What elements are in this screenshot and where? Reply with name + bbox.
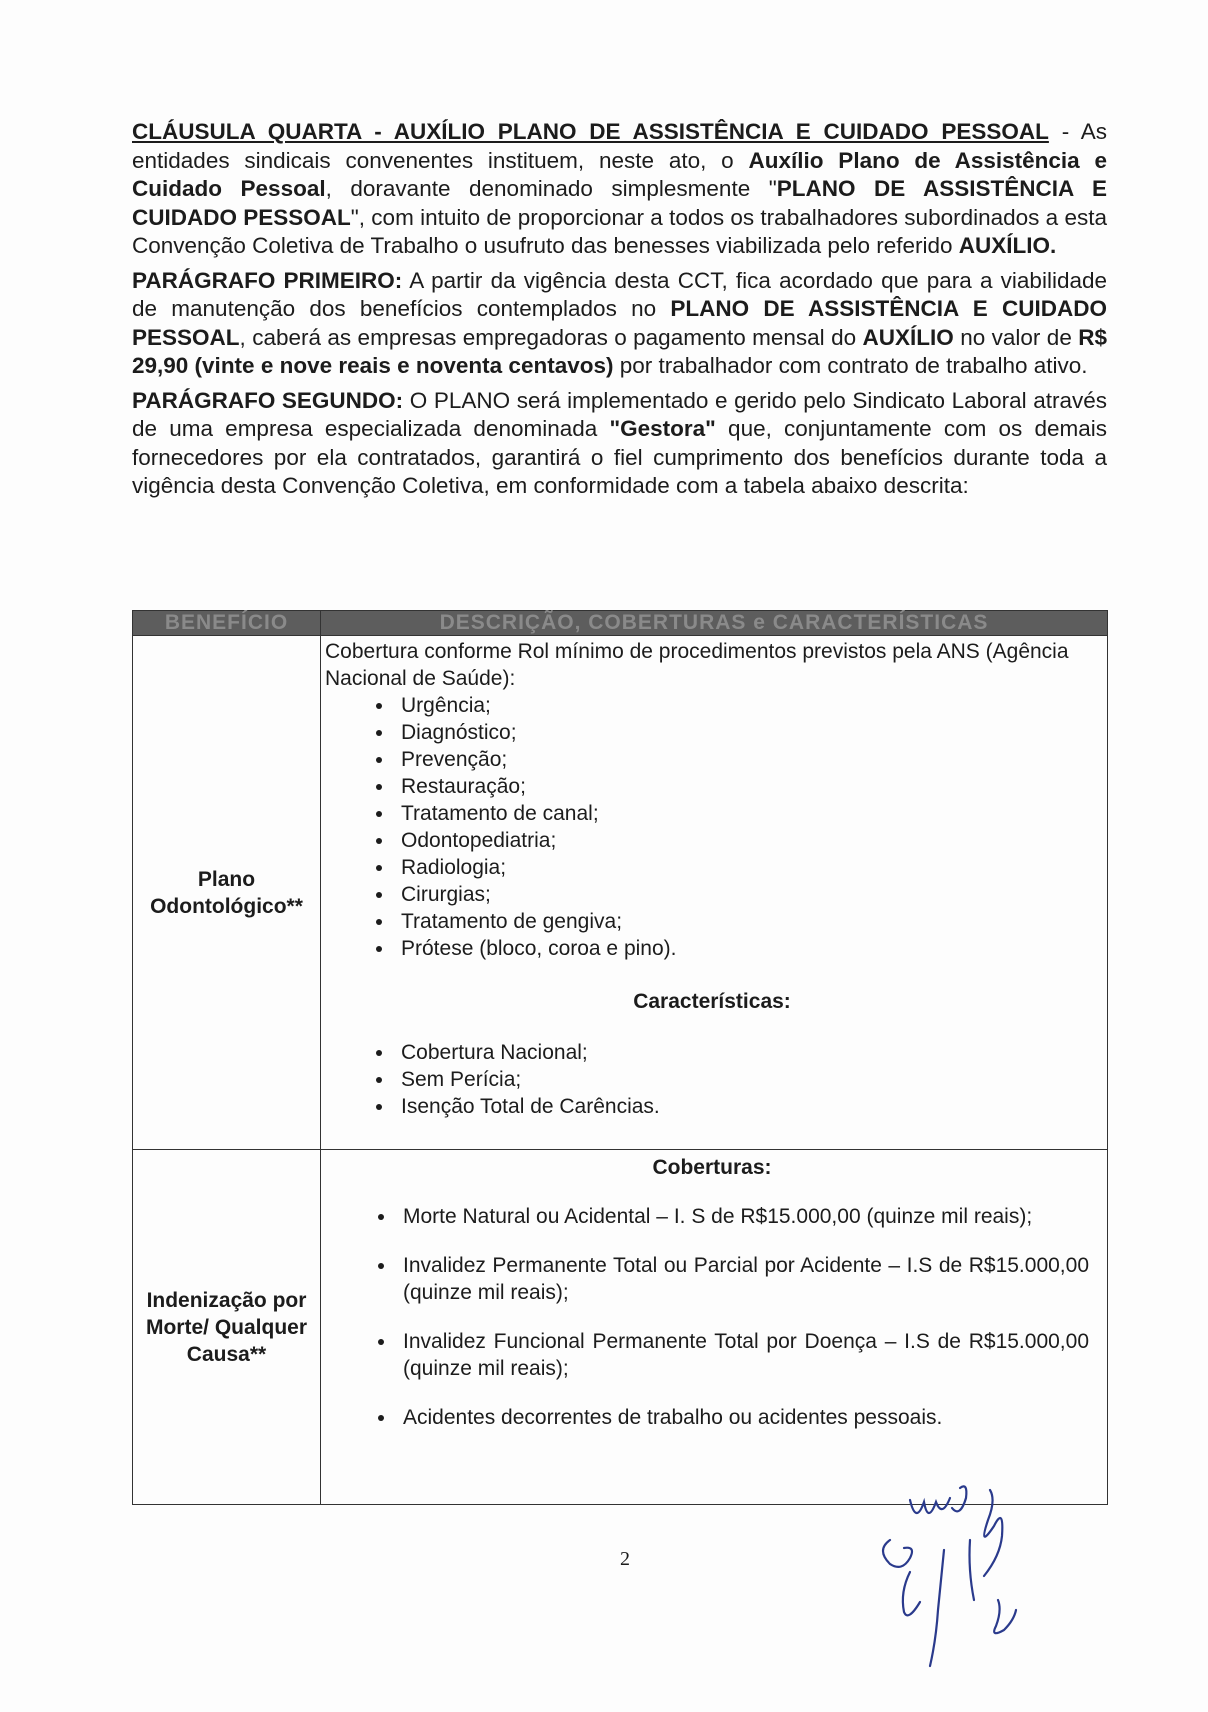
list-item: • Tratamento de canal; (395, 800, 1099, 827)
bold-text: Auxílio Plano de Assistência e Cuidado Pessoal (132, 147, 1107, 201)
list-item: • Prevenção; (395, 746, 1099, 773)
features-list (325, 1039, 1099, 1120)
text: no valor de (953, 324, 1079, 350)
list-item: • Cirurgias; (395, 881, 1099, 908)
bold-text: AUXÍLIO. (958, 233, 1057, 258)
list-item: • Restauração; (395, 773, 1099, 800)
paragraph-first (132, 267, 1107, 381)
benefit-name-dental: Plano Odontológico** (133, 636, 321, 1150)
paragraph-label: PARÁGRAFO SEGUNDO: (132, 387, 404, 413)
list-item: • Radiologia; (395, 854, 1099, 881)
text: A partir da vigência desta CCT, fica acordado que para a viabilidade de manutenção dos benefícios contemplados no (132, 267, 1107, 321)
bold-text: PLANO DE ASSISTÊNCIA E CUIDADO PESSOAL (132, 176, 1108, 230)
list-item: • Prótese (bloco, coroa e pino). (395, 935, 1099, 962)
list-item: • Invalidez Permanente Total ou Parcial por Acidente – I.S de R$15.000,00 (quinze mil reais); (397, 1252, 1099, 1306)
handwritten-signature-icon (880, 1480, 1080, 1680)
list-item: • Tratamento de gengiva; (395, 908, 1099, 935)
benefit-description-indemnity (321, 1150, 1108, 1505)
benefit-description-dental (321, 636, 1108, 1150)
paragraph-second (132, 387, 1107, 501)
table-header-row (133, 611, 1108, 636)
list-item: • Morte Natural ou Acidental – I. S de R$15.000,00 (quinze mil reais); (397, 1203, 1099, 1230)
paragraph-label: PARÁGRAFO PRIMEIRO: (132, 267, 403, 293)
dental-procedures-list (325, 692, 1099, 962)
bold-text: PLANO DE ASSISTÊNCIA E CUIDADO PESSOAL (132, 296, 1107, 350)
list-item: • Odontopediatria; (395, 827, 1099, 854)
clause-heading: CLÁUSULA QUARTA - AUXÍLIO PLANO DE ASSISTÊNCIA E CUIDADO PESSOAL (132, 119, 1049, 144)
list-item: • Diagnóstico; (395, 719, 1099, 746)
list-item: • Isenção Total de Carências. (395, 1093, 1099, 1120)
page-number: 2 (620, 1548, 630, 1570)
list-item: • Invalidez Funcional Permanente Total por Doença – I.S de R$15.000,00 (quinze mil reais); (397, 1328, 1099, 1382)
bold-text: "Gestora" (609, 416, 716, 441)
features-title: Características: (633, 990, 791, 1013)
header-description: DESCRIÇÃO, COBERTURAS e CARACTERÍSTICAS (321, 611, 1108, 636)
clause-paragraph (132, 118, 1107, 261)
list-item: • Urgência; (395, 692, 1099, 719)
text: - As entidades sindicais convenentes instituem, neste ato, o (132, 119, 1107, 173)
coverage-title: Coberturas: (652, 1156, 772, 1179)
text: por trabalhador com contrato de trabalho ativo. (613, 353, 1088, 378)
table-row (133, 636, 1108, 1150)
list-item: • Acidentes decorrentes de trabalho ou acidentes pessoais. (397, 1404, 1099, 1431)
list-item: • Sem Perícia; (395, 1066, 1099, 1093)
table-row (133, 1150, 1108, 1505)
dental-intro: Cobertura conforme Rol mínimo de procedimentos previstos pela ANS (Agência Nacional de Saúde): (325, 640, 1069, 690)
coverage-list (325, 1203, 1099, 1431)
text: , doravante denominado simplesmente " (325, 176, 777, 201)
benefit-name-indemnity: Indenização por Morte/ Qualquer Causa** (133, 1150, 321, 1505)
text: que, conjuntamente com os demais fornecedores por ela contratados, garantirá o fiel cumprimento dos benefícios durante toda a vigência desta Convenção Coletiva, em conformidade com a tabela abaixo descrita: (132, 416, 1108, 498)
text: O PLANO será implementado e gerido pelo Sindicato Laboral através de uma empresa especializada denominada (132, 387, 1108, 441)
benefits-table (132, 610, 1108, 1505)
text: ", com intuito de proporcionar a todos os trabalhadores subordinados a esta Convenção Coletiva de Trabalho o usufruto das benesses viabilizada pelo referido (132, 204, 1107, 258)
bold-text: R$ 29,90 (vinte e nove reais e noventa centavos) (132, 324, 1108, 378)
bold-text: AUXÍLIO (862, 324, 954, 350)
text: , caberá as empresas empregadoras o pagamento mensal do (239, 324, 863, 350)
header-benefit: BENEFÍCIO (133, 611, 321, 636)
list-item: • Cobertura Nacional; (395, 1039, 1099, 1066)
document-body (132, 118, 1107, 507)
